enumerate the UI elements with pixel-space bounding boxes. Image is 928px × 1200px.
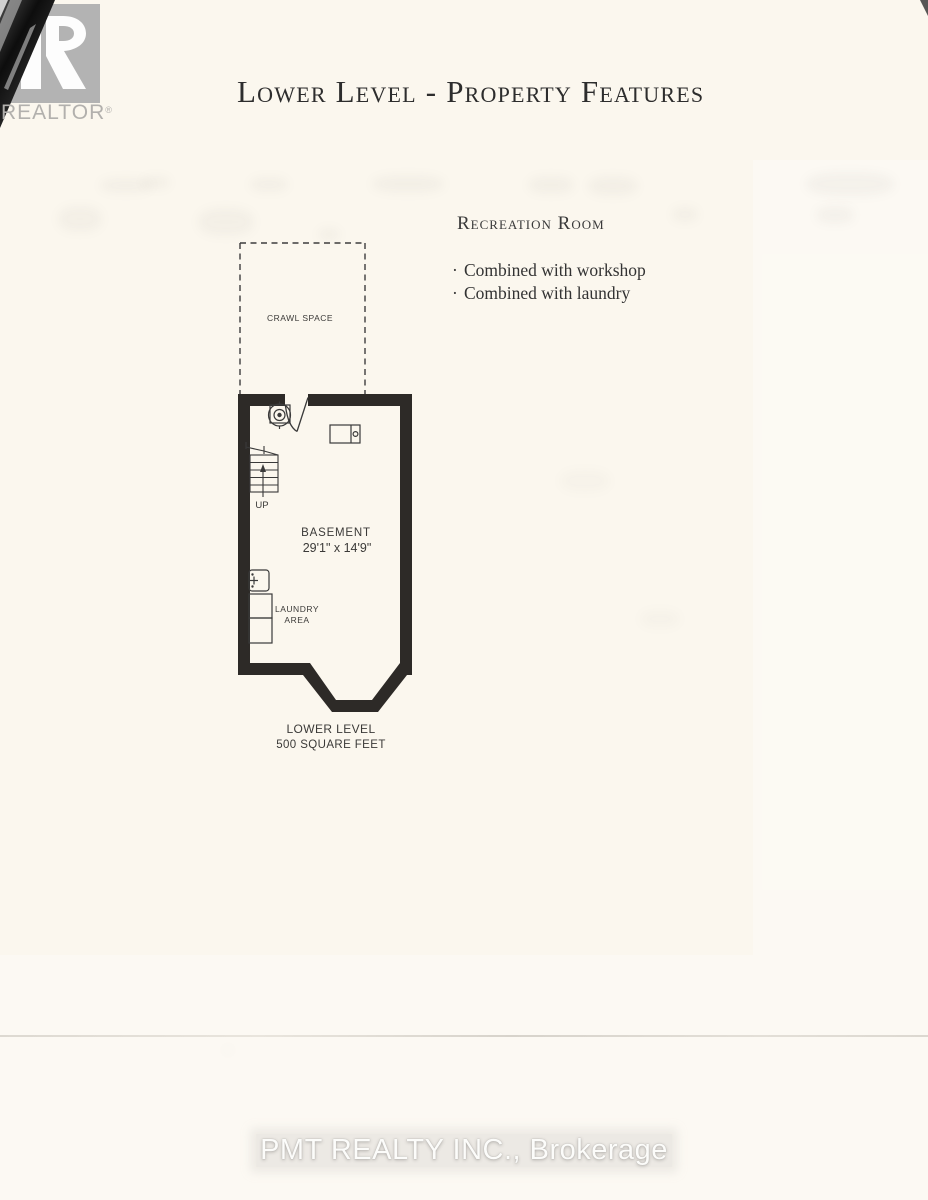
feature-item: · Combined with workshop — [452, 260, 646, 280]
brokerage-watermark: PMT REALTY INC., Brokerage — [256, 1134, 672, 1167]
scan-artifact — [250, 177, 288, 192]
floor-area-label: 500 SQUARE FEET — [276, 739, 386, 751]
scan-artifact — [640, 610, 680, 628]
scan-artifact — [816, 206, 854, 224]
scan-artifact — [58, 206, 102, 232]
realtor-wordmark: REALTOR® — [1, 101, 112, 124]
crawl-space-label: CRAWL SPACE — [266, 313, 334, 323]
scan-fold-line — [0, 1035, 928, 1037]
washer-dryer-icon — [249, 594, 272, 643]
room-dimensions: 29'1" x 14'9" — [302, 541, 372, 555]
room-label: BASEMENT — [301, 527, 371, 539]
scan-artifact — [588, 176, 638, 196]
scan-artifact — [372, 175, 444, 193]
laundry-label-line1: LAUNDRY — [275, 604, 319, 614]
bullet-icon: · — [452, 282, 458, 303]
scan-artifact — [142, 176, 170, 189]
page-title: Lower Level - Property Features — [237, 74, 705, 109]
bullet-icon: · — [452, 260, 458, 280]
scan-artifact — [198, 208, 254, 236]
scan-artifact — [224, 1046, 232, 1054]
features-list — [452, 259, 646, 304]
laundry-sink-icon — [249, 570, 269, 591]
floor-name-label: LOWER LEVEL — [286, 722, 376, 736]
feature-item: · Combined with laundry — [452, 282, 631, 303]
furnace-icon — [330, 425, 360, 443]
page-corner-mark — [914, 0, 928, 18]
scan-artifact — [672, 207, 698, 222]
realtor-logo — [0, 0, 118, 132]
laundry-label-line2: AREA — [284, 615, 310, 625]
scan-artifact — [806, 172, 894, 196]
registered-trademark-symbol: ® — [105, 105, 112, 115]
floorplan-drawing — [220, 235, 430, 760]
features-heading: Recreation Room — [457, 213, 605, 234]
stairs-icon — [246, 442, 278, 497]
door-opening — [285, 392, 308, 408]
scan-backdrop-right — [753, 160, 928, 955]
stairs-up-label: UP — [255, 500, 269, 511]
scan-artifact — [560, 470, 610, 492]
scan-artifact — [528, 176, 574, 194]
